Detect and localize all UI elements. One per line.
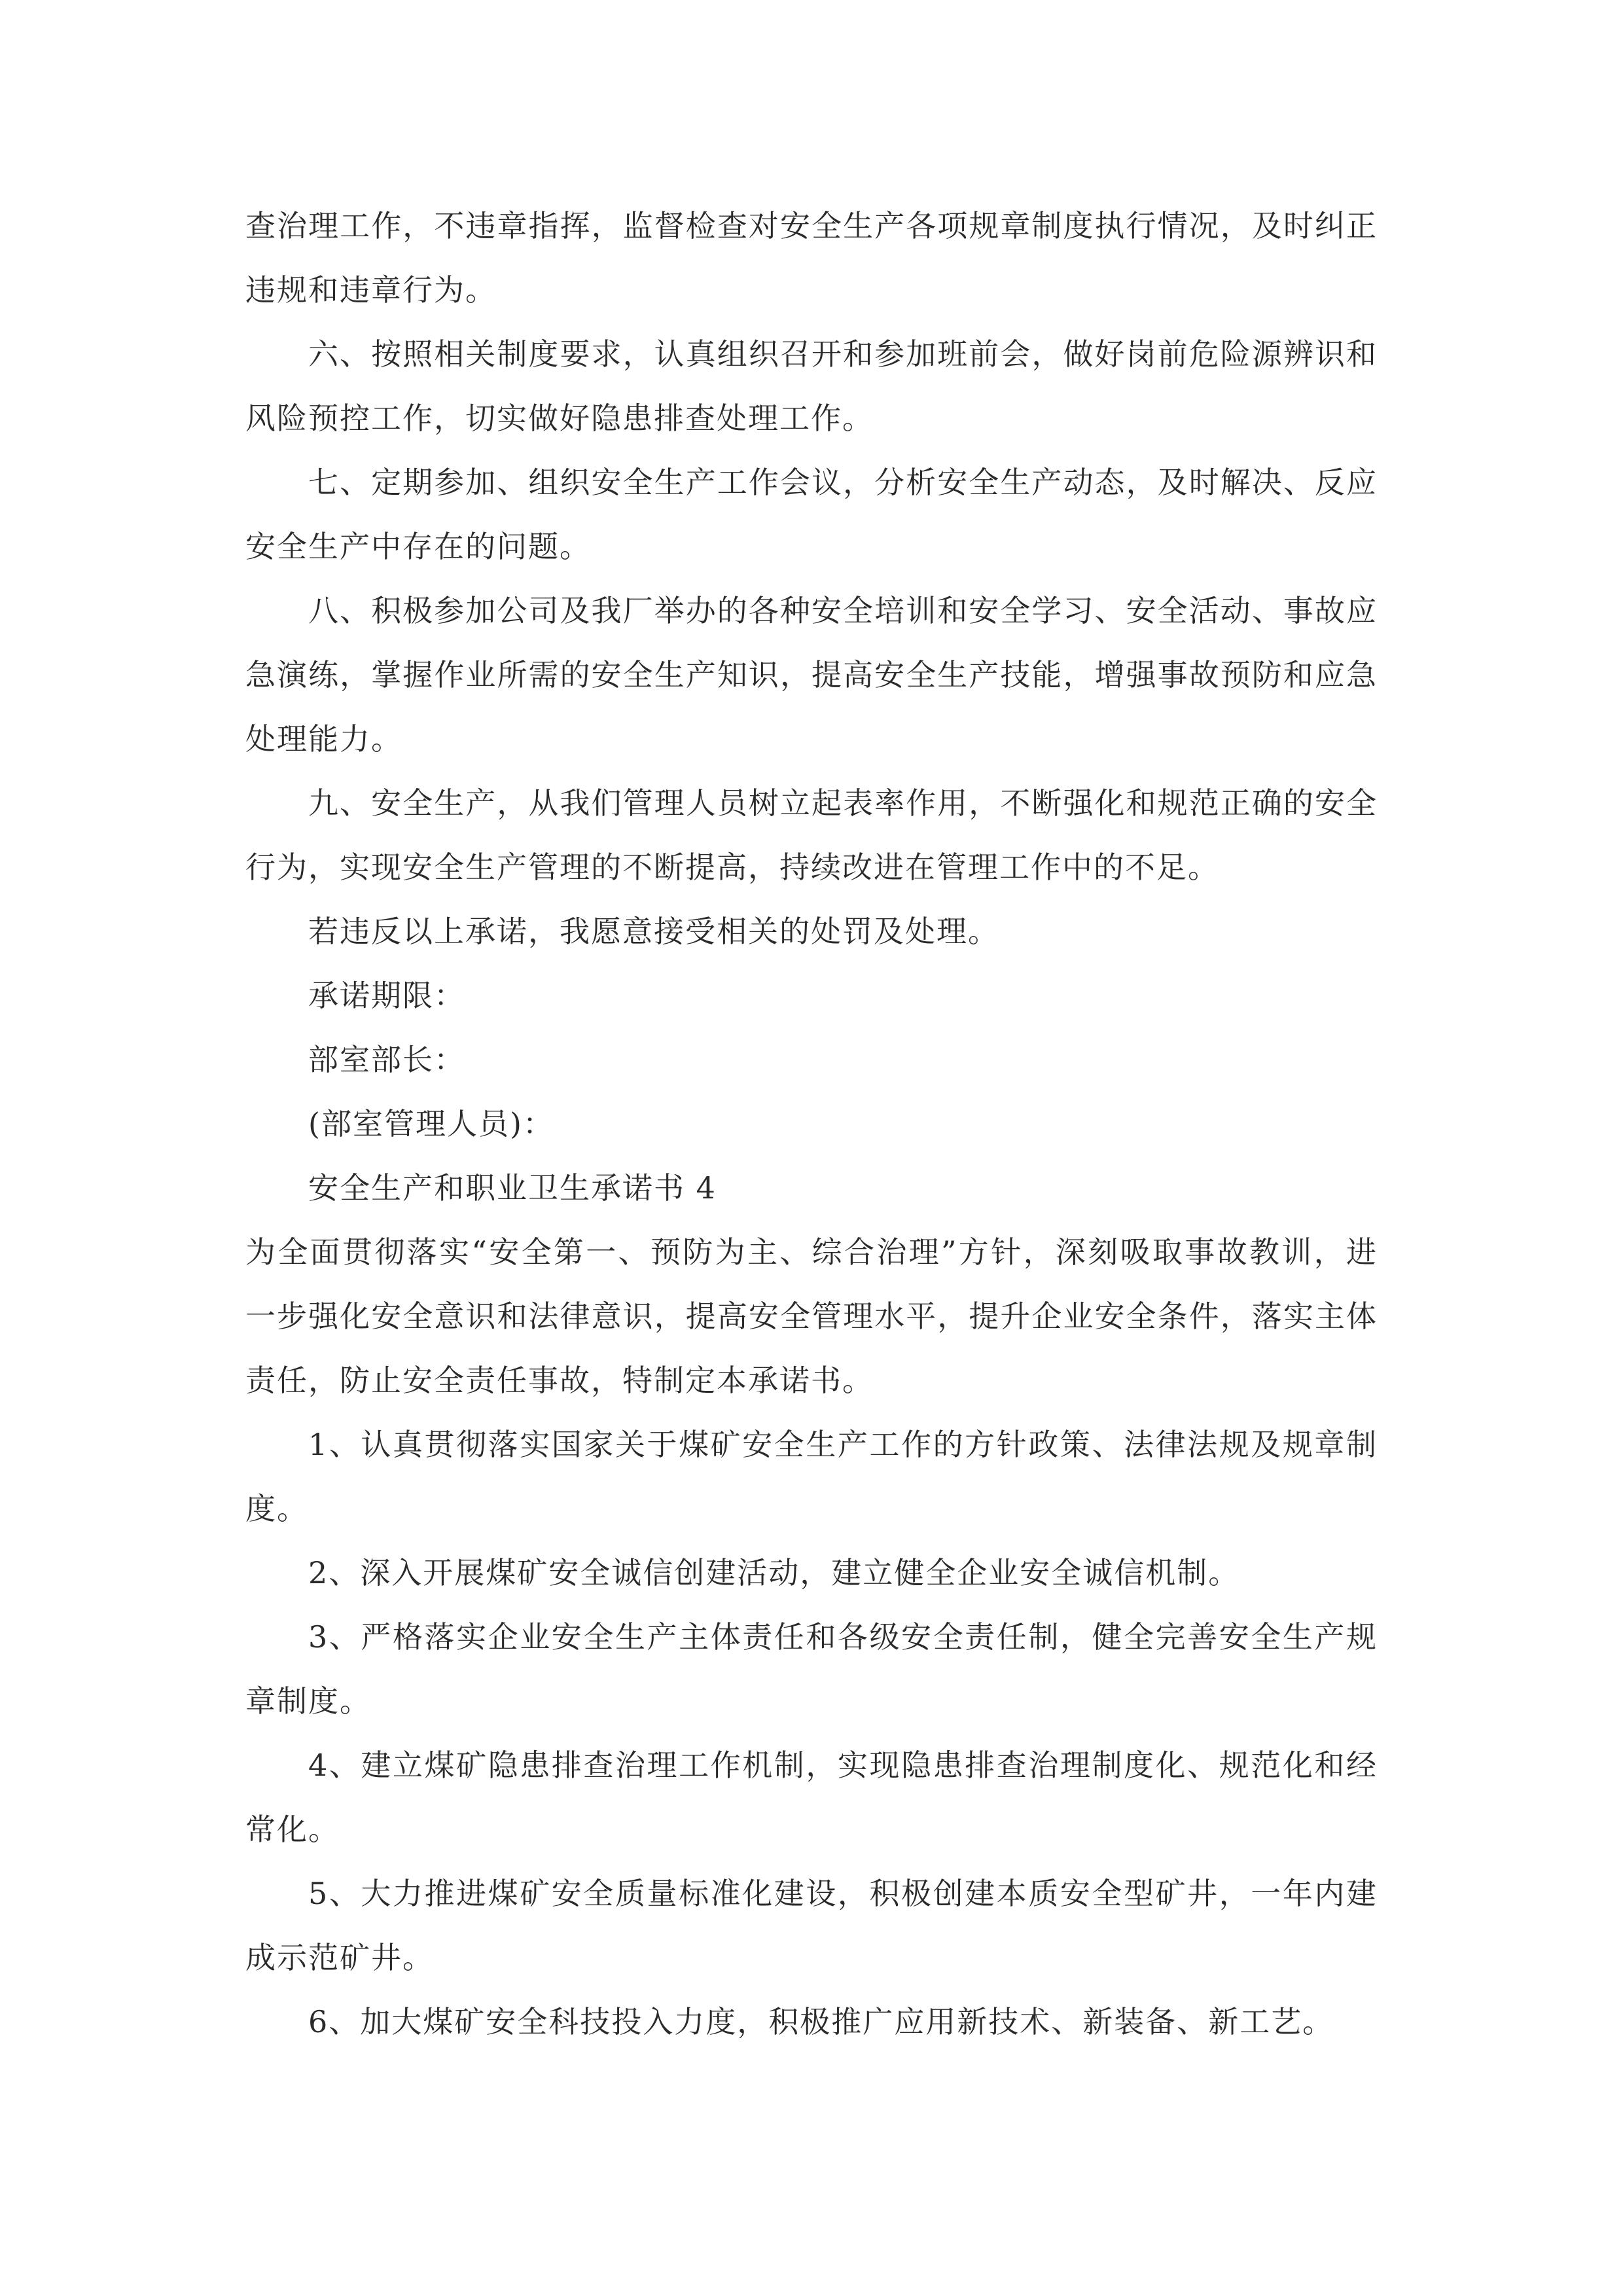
paragraph-pledge-statement: 若违反以上承诺，我愿意接受相关的处罚及处理。	[308, 914, 999, 949]
paragraph-item-9: 九、安全生产，从我们管理人员树立起表率作用，不断强化和规范正确的安全行为，实现安全生产管理的不断提高，持续改进在管理工作中的不足。	[245, 785, 1378, 885]
paragraph-point-5: 5、大力推进煤矿安全质量标准化建设，积极创建本质安全型矿井，一年内建成示范矿井。	[245, 1876, 1378, 1975]
pledge-period-label: 承诺期限：	[308, 978, 465, 1013]
paragraph-point-6: 6、加大煤矿安全科技投入力度，积极推广应用新技术、新装备、新工艺。	[308, 2004, 1334, 2039]
paragraph-item-7: 七、定期参加、组织安全生产工作会议，分析安全生产动态，及时解决、反应安全生产中存在的问题。	[245, 465, 1378, 564]
paragraph-continued: 查治理工作，不违章指挥，监督检查对安全生产各项规章制度执行情况，及时纠正违规和违章行为。	[245, 208, 1378, 308]
document-body	[245, 194, 1378, 2054]
section-title: 安全生产和职业卫生承诺书 4	[308, 1170, 717, 1206]
paragraph-point-2: 2、深入开展煤矿安全诚信创建活动，建立健全企业安全诚信机制。	[308, 1555, 1240, 1590]
department-staff-label: (部室管理人员)：	[308, 1106, 554, 1141]
paragraph-point-4: 4、建立煤矿隐患排查治理工作机制，实现隐患排查治理制度化、规范化和经常化。	[245, 1748, 1378, 1847]
paragraph-item-6: 六、按照相关制度要求，认真组织召开和参加班前会，做好岗前危险源辨识和风险预控工作，切实做好隐患排查处理工作。	[245, 336, 1378, 436]
paragraph-point-3: 3、严格落实企业安全生产主体责任和各级安全责任制，健全完善安全生产规章制度。	[245, 1619, 1378, 1719]
paragraph-intro: 为全面贯彻落实“安全第一、预防为主、综合治理”方针，深刻吸取事故教训，进一步强化安全意识和法律意识，提高安全管理水平，提升企业安全条件，落实主体责任，防止安全责任事故，特制定本承诺书。	[245, 1234, 1378, 1398]
department-head-label: 部室部长：	[308, 1042, 465, 1077]
paragraph-item-8: 八、积极参加公司及我厂举办的各种安全培训和安全学习、安全活动、事故应急演练，掌握作业所需的安全生产知识，提高安全生产技能，增强事故预防和应急处理能力。	[245, 593, 1378, 757]
paragraph-point-1: 1、认真贯彻落实国家关于煤矿安全生产工作的方针政策、法律法规及规章制度。	[245, 1427, 1378, 1526]
